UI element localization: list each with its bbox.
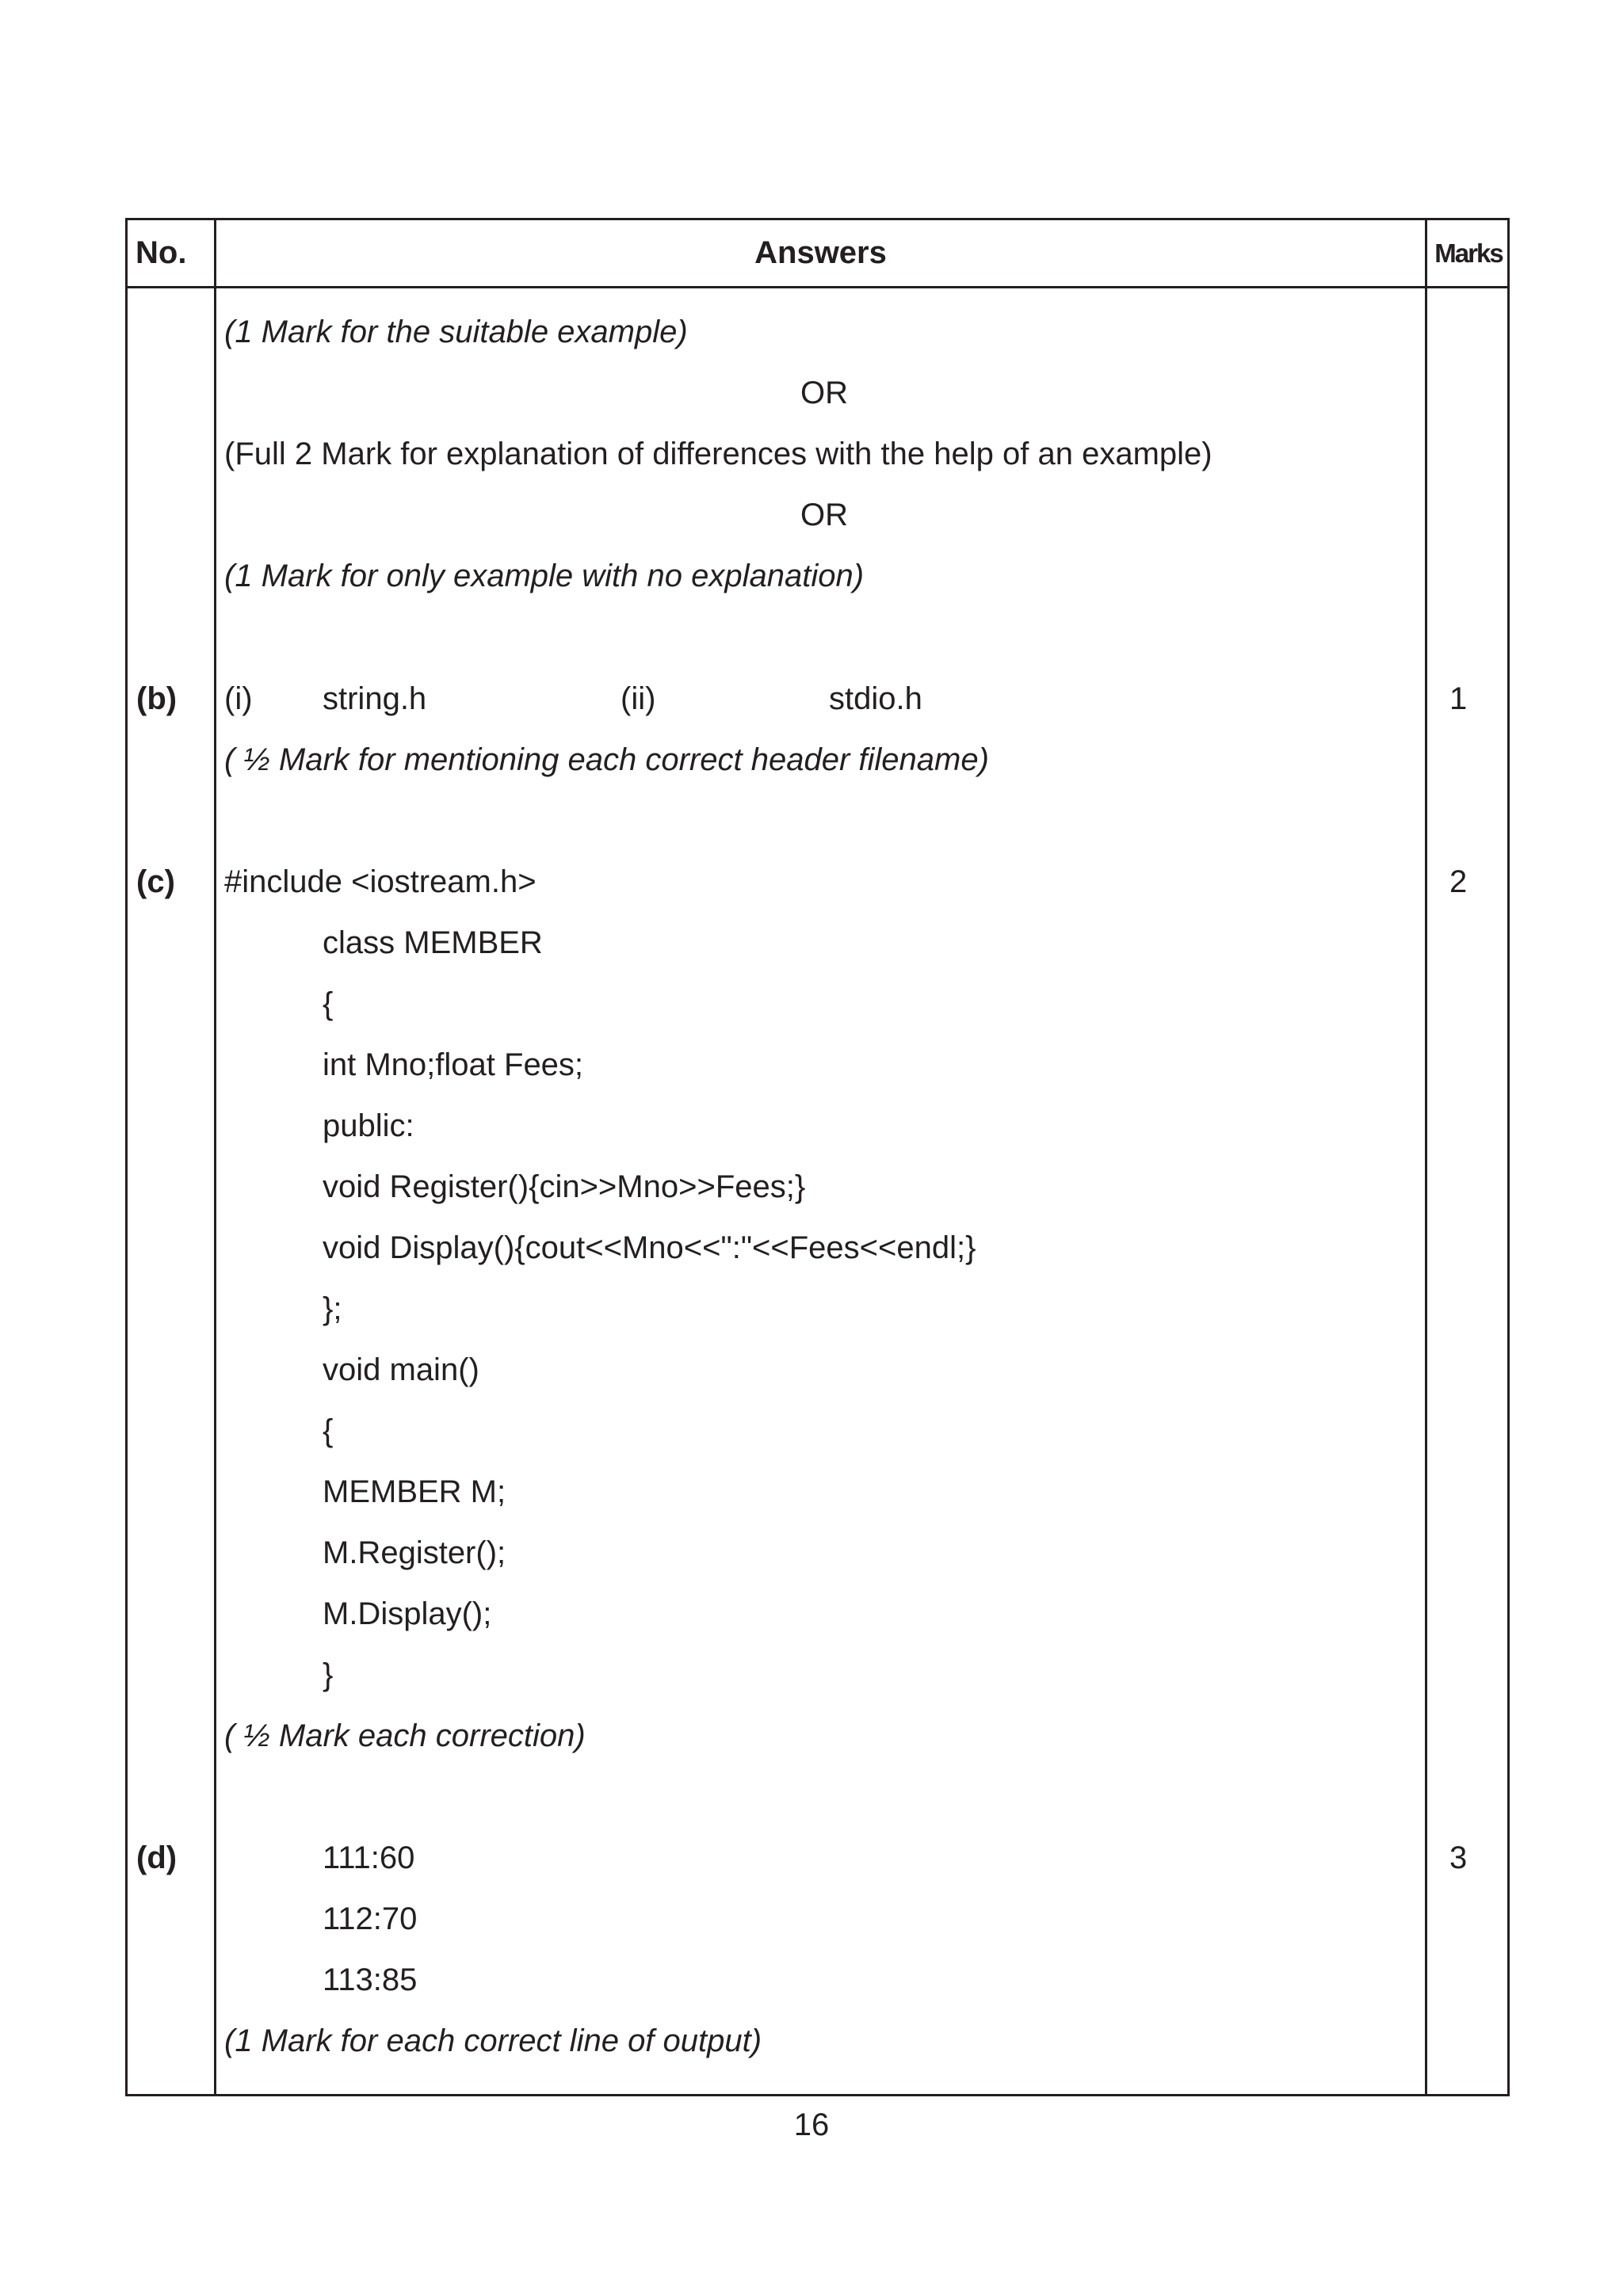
part-a-note-3: (1 Mark for only example with no explanation): [224, 559, 865, 593]
header-divider: [128, 286, 1507, 288]
marks-c: 2: [1449, 864, 1468, 899]
code-include-line: #include <iostream.h>: [224, 864, 537, 899]
code-line: {: [323, 1413, 334, 1448]
part-b-item-2-label: (ii): [621, 681, 656, 716]
output-line: 113:85: [323, 1962, 418, 1997]
code-line: void main(): [323, 1352, 479, 1387]
part-a-or-2: OR: [800, 498, 848, 532]
header-answers: Answers: [754, 235, 887, 270]
header-marks: Marks: [1434, 238, 1503, 268]
code-line: class MEMBER: [323, 925, 543, 960]
part-b-item-1-label: (i): [224, 681, 253, 716]
marks-b: 1: [1449, 681, 1468, 716]
part-b-item-1-value: string.h: [323, 681, 427, 716]
code-line: M.Register();: [323, 1535, 506, 1570]
code-line: void Register(){cin>>Mno>>Fees;}: [323, 1169, 806, 1204]
code-line: M.Display();: [323, 1596, 492, 1631]
part-a-note-1: (1 Mark for the suitable example): [224, 315, 688, 349]
header-no: No.: [136, 235, 187, 270]
marks-d: 3: [1449, 1840, 1468, 1875]
part-b-item-2-value: stdio.h: [829, 681, 922, 716]
code-line: MEMBER M;: [323, 1474, 506, 1509]
part-c-note: ( ½ Mark each correction): [224, 1718, 586, 1753]
code-line: }: [323, 1657, 334, 1692]
question-number-d: (d): [136, 1840, 178, 1875]
code-line: int Mno;float Fees;: [323, 1047, 584, 1082]
question-number-c: (c): [136, 864, 175, 899]
code-line: public:: [323, 1108, 414, 1143]
output-line: 112:70: [323, 1901, 418, 1936]
part-a-or-1: OR: [800, 376, 848, 410]
code-line: };: [323, 1291, 342, 1326]
column-divider-no: [214, 220, 216, 2094]
output-line: 111:60: [323, 1840, 415, 1875]
part-d-note: (1 Mark for each correct line of output): [224, 2023, 762, 2058]
part-b-note: ( ½ Mark for mentioning each correct header filename): [224, 742, 989, 777]
code-line: {: [323, 986, 334, 1021]
column-divider-marks: [1425, 220, 1427, 2094]
part-a-note-2: (Full 2 Mark for explanation of differences with the help of an example): [224, 437, 1212, 471]
question-number-b: (b): [136, 681, 178, 716]
page-number: 16: [793, 2107, 830, 2142]
code-line: void Display(){cout<<Mno<<":"<<Fees<<endl;}: [323, 1230, 976, 1265]
